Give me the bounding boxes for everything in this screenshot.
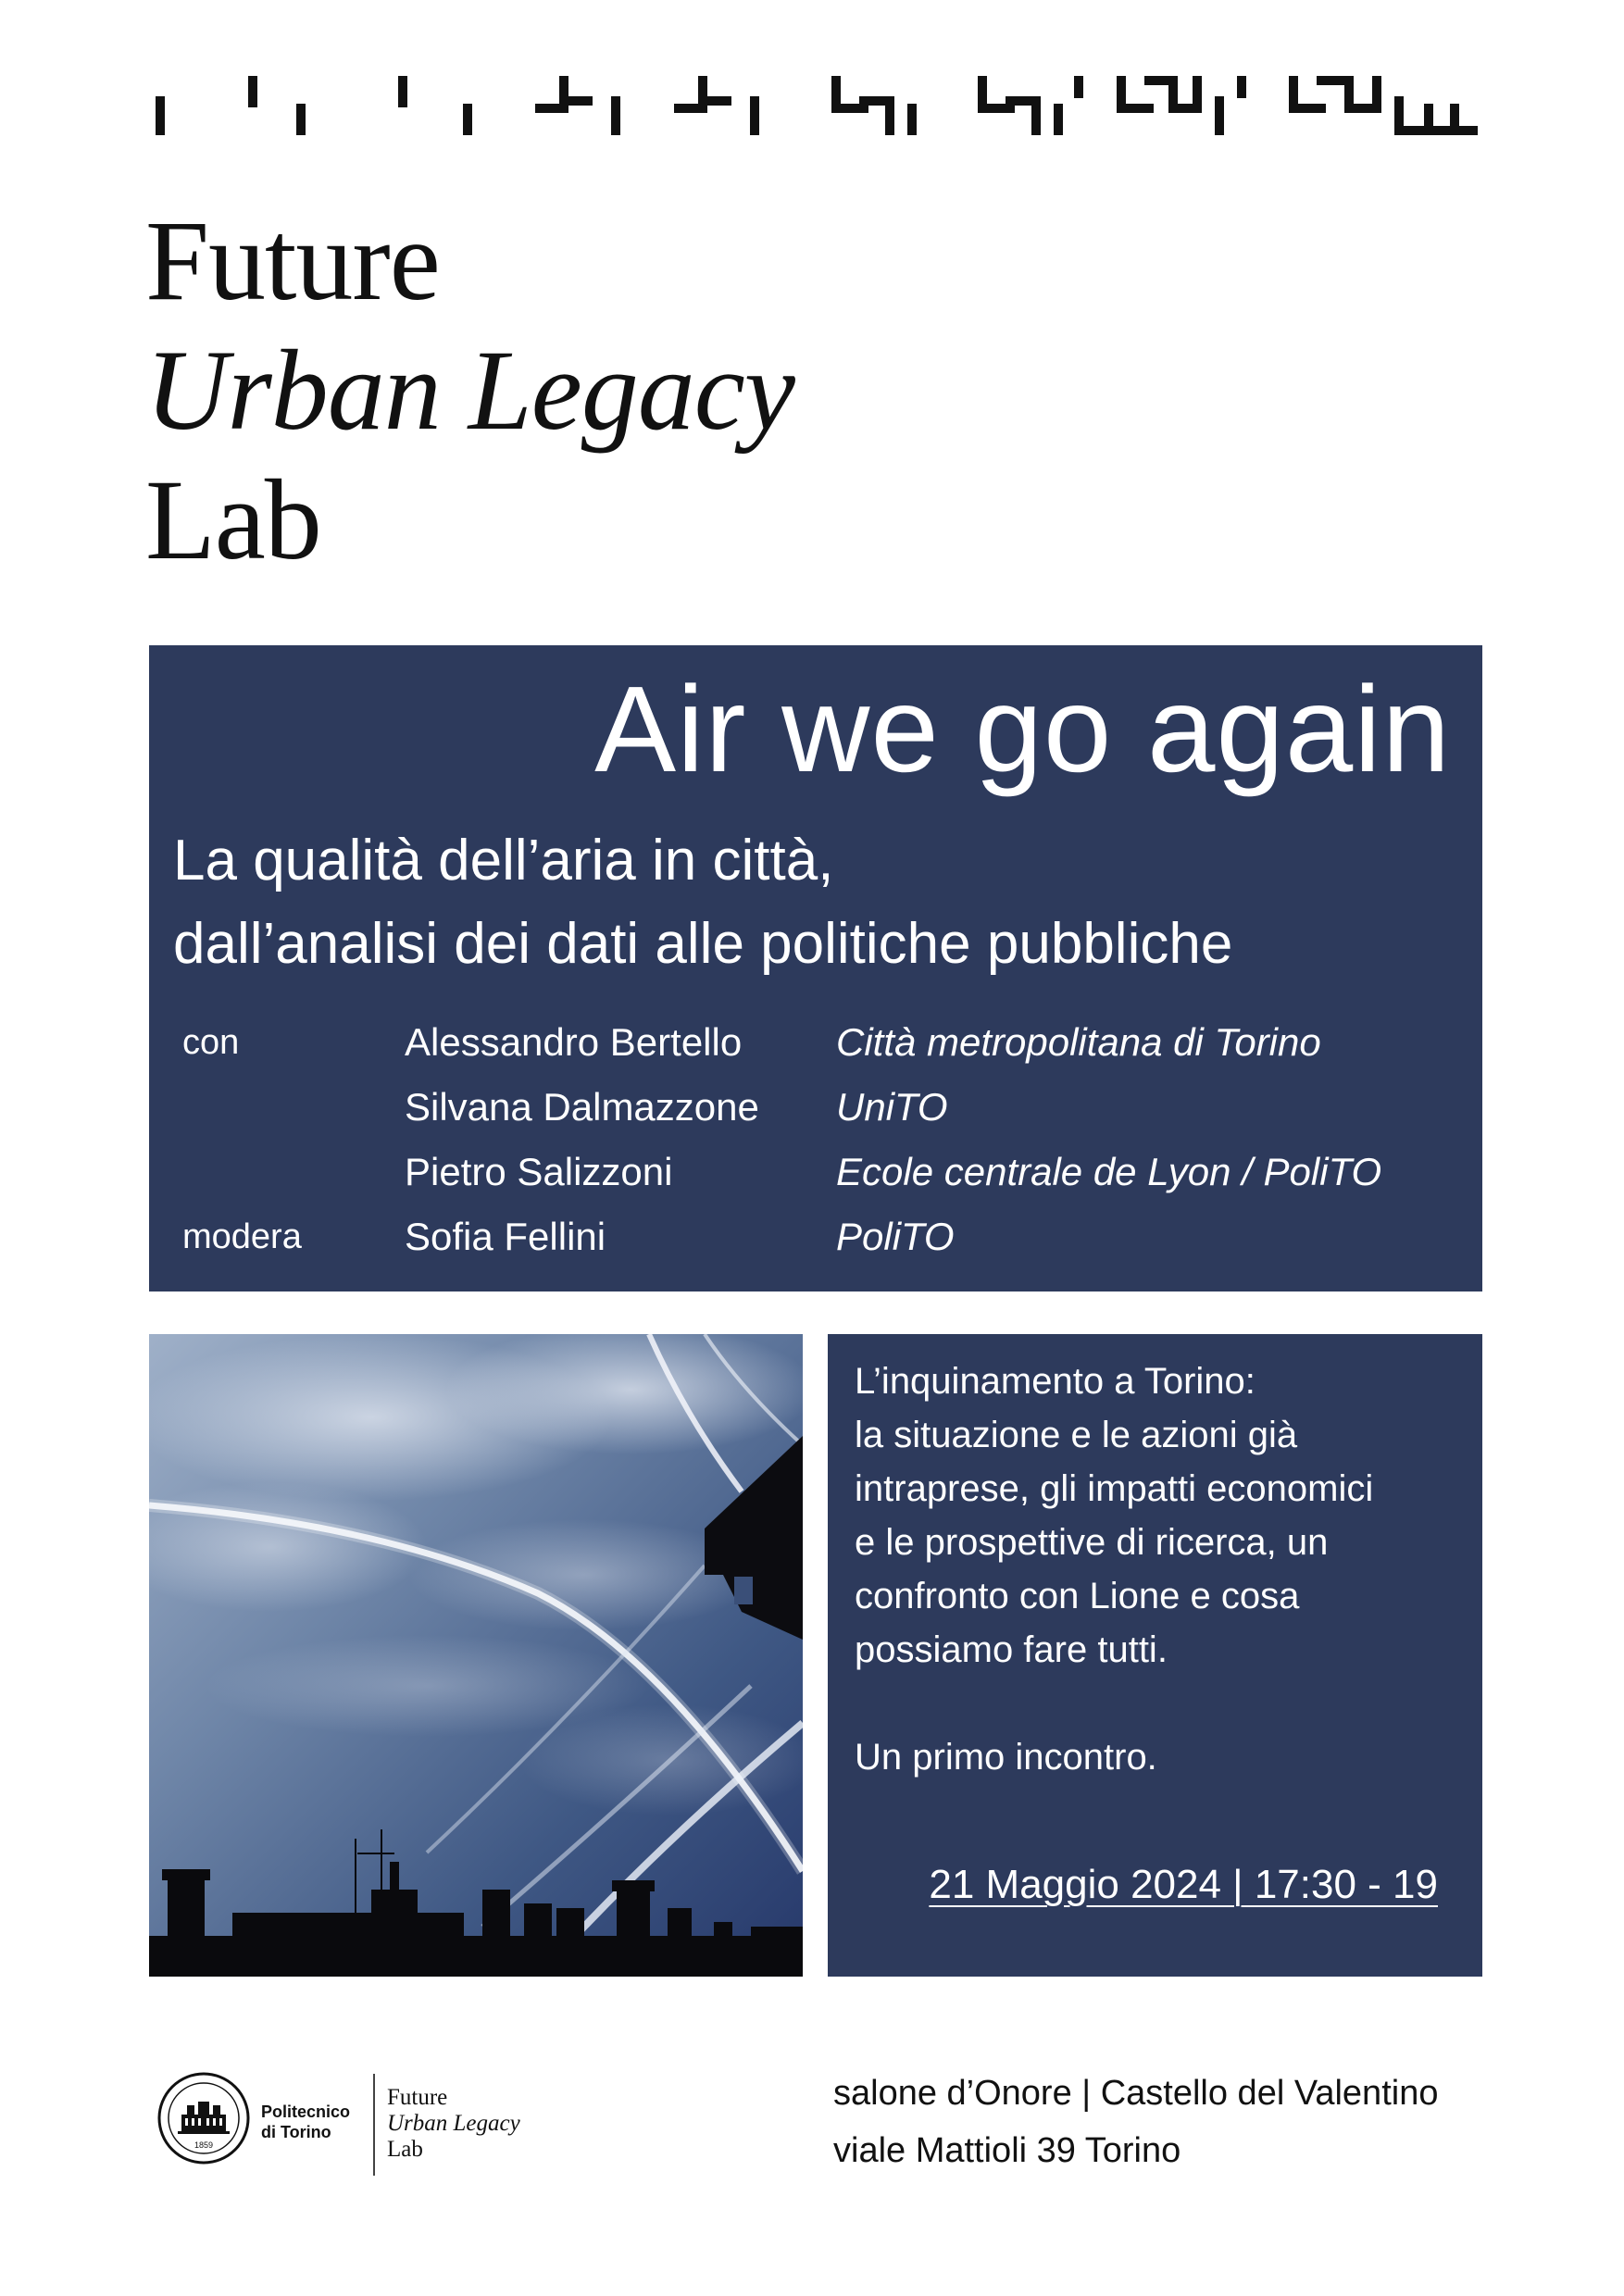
description-line: intraprese, gli impatti economici [855,1468,1374,1509]
speaker-name: Silvana Dalmazzone [405,1085,759,1129]
speaker-role: con [182,1023,240,1062]
footer-divider [373,2074,375,2176]
speaker-list [182,1010,1469,1269]
description-line: possiamo fare tutti. [855,1629,1168,1670]
lab-title-line-3: Lab [145,456,321,583]
speaker-role: modera [182,1217,302,1256]
speaker-row [182,1204,1469,1269]
event-description [855,1354,1466,1784]
lab-mini-line-2: Urban Legacy [387,2111,520,2136]
description-line: e le prospettive di ricerca, un [855,1522,1329,1563]
seal-year: 1859 [194,2140,214,2150]
speaker-affiliation: Ecole centrale de Lyon / PoliTO [836,1150,1382,1193]
event-info-panel [149,645,1482,1292]
event-date-time: 21 Maggio 2024 | 17:30 - 19 [929,1862,1438,1907]
politecnico-wordmark [261,2102,350,2142]
lab-wordmark-small [387,2085,520,2163]
speaker-affiliation: PoliTO [836,1215,955,1258]
event-subtitle-line-1: La qualità dell’aria in città, [173,829,834,892]
speaker-affiliation: Città metropolitana di Torino [836,1020,1321,1064]
speaker-name: Pietro Salizzoni [405,1150,673,1193]
speaker-name: Alessandro Bertello [405,1020,743,1064]
event-subtitle [173,819,1232,986]
sky-contrails-photo [149,1334,803,1977]
event-title: Air we go again [594,661,1451,797]
description-closing: Un primo incontro. [855,1737,1157,1778]
description-line: la situazione e le azioni già [855,1415,1298,1455]
speaker-row [182,1075,1469,1140]
event-description-panel [828,1334,1482,1977]
description-line: L’inquinamento a Torino: [855,1361,1255,1402]
description-line: confronto con Lione e cosa [855,1576,1300,1616]
lab-title-line-2: Urban Legacy [145,327,794,454]
lab-mini-line-1: Future [387,2085,448,2110]
politecnico-seal-icon [156,2070,252,2166]
speaker-name: Sofia Fellini [405,1215,606,1258]
lab-mini-line-3: Lab [387,2137,423,2162]
polito-name-line-2: di Torino [261,2123,331,2141]
lab-glyph-pattern-logo [148,76,1481,137]
lab-title-line-1: Future [145,197,440,324]
venue-line-1: salone d’Onore | Castello del Valentino [833,2074,1439,2113]
speaker-affiliation: UniTO [836,1085,948,1129]
speaker-row [182,1010,1469,1075]
venue-line-2: viale Mattioli 39 Torino [833,2131,1181,2170]
event-venue [833,2065,1438,2179]
speaker-row [182,1140,1469,1204]
event-subtitle-line-2: dall’analisi dei dati alle politiche pubbliche [173,912,1233,976]
footer-logos [156,2070,544,2181]
lab-title [145,196,794,585]
polito-name-line-1: Politecnico [261,2103,351,2121]
